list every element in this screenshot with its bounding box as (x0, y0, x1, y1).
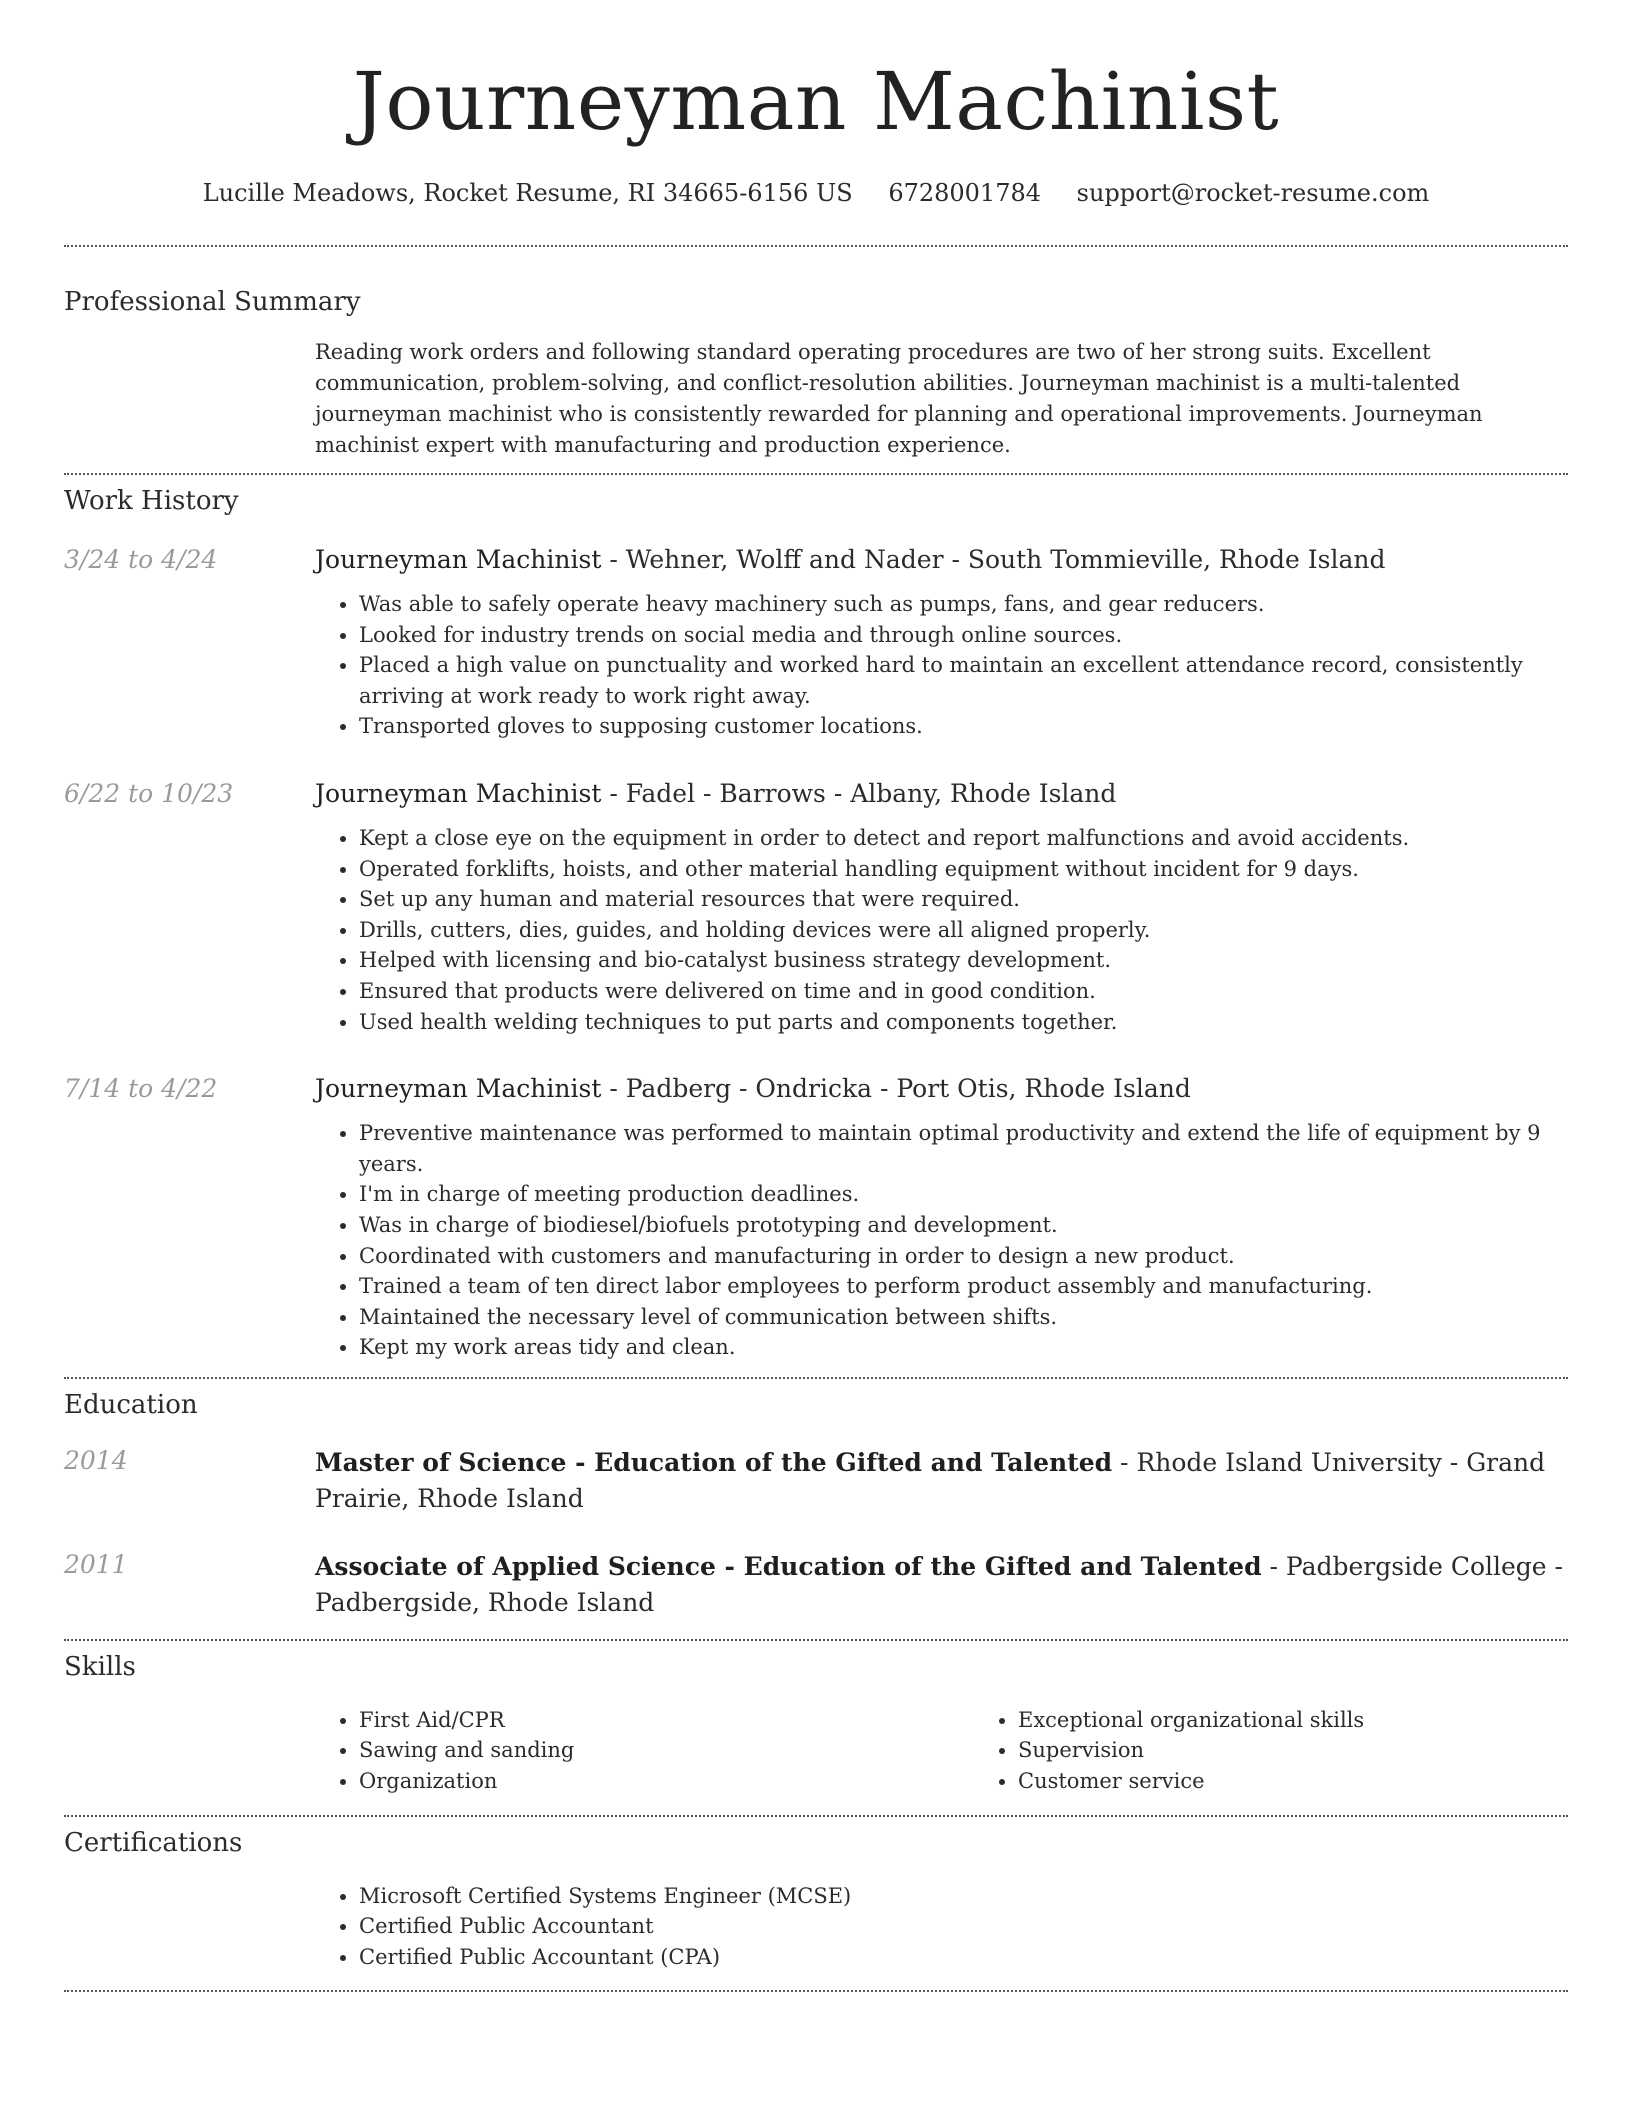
list-item: • Organization (359, 1766, 974, 1797)
job-dates: 6/22 to 10/23 (64, 778, 234, 808)
education-school: - Rhode Island University - Grand Prairie, Rhode Island (315, 1447, 1546, 1513)
list-item: • Exceptional organizational skills (1018, 1705, 1632, 1736)
job-title-line (315, 544, 1568, 576)
skills-heading: Skills (64, 1651, 136, 1682)
skills-list-left (315, 1705, 974, 1797)
work-history-section (64, 475, 1568, 1363)
page-title: Journeyman Machinist (352, 55, 1280, 148)
list-item: • Drills, cutters, dies, guides, and holding devices were all aligned properly. (359, 915, 1568, 946)
job-employer: - Fadel - Barrows - Albany, Rhode Island (601, 778, 1117, 808)
list-item: • Transported gloves to supposing customer locations. (359, 711, 1568, 742)
resume-page (64, 0, 1568, 1992)
education-title (315, 1445, 1568, 1517)
list-item: • Customer service (1018, 1766, 1632, 1797)
education-year: 2014 (64, 1445, 128, 1475)
skills-list-right (974, 1705, 1632, 1797)
list-item: • Placed a high value on punctuality and worked hard to maintain an excellent attendance record, consistently arriving at work ready to work right away. (359, 650, 1568, 711)
list-item: • Set up any human and material resources that were required. (359, 884, 1568, 915)
job-dates: 7/14 to 4/22 (64, 1074, 218, 1104)
list-item: • Looked for industry trends on social media and through online sources. (359, 620, 1568, 651)
list-item: • Sawing and sanding (359, 1735, 974, 1766)
list-item: • Preventive maintenance was performed to maintain optimal productivity and extend the life of equipment by 9 years. (359, 1118, 1568, 1179)
divider (64, 1990, 1568, 1992)
job-entry (64, 778, 1568, 1037)
job-employer: - Wehner, Wolff and Nader - South Tommieville, Rhode Island (601, 545, 1386, 574)
list-item: • Was in charge of biodiesel/biofuels prototyping and development. (359, 1210, 1568, 1241)
education-entry (64, 1549, 1568, 1621)
list-item: • Supervision (1018, 1735, 1632, 1766)
list-item: • Microsoft Certified Systems Engineer (MCSE) (359, 1881, 1568, 1912)
job-employer: - Padberg - Ondricka - Port Otis, Rhode Island (601, 1074, 1191, 1104)
summary-text: Reading work orders and following standard operating procedures are two of her strong suits. Excellent communication, problem-solving, and conflict-resolution abilities. Journeyman machinist is a multi-talented journeyman machinist who is consistently rewarded for planning and operational improvements. Journeyman machinist expert with manufacturing and production experience. (315, 340, 1483, 457)
education-year: 2011 (64, 1549, 128, 1579)
contact-email: support@rocket-resume.com (1076, 179, 1430, 207)
job-bullets (315, 823, 1568, 1037)
certifications-list (315, 1881, 1568, 1973)
list-item: • Coordinated with customers and manufacturing in order to design a new product. (359, 1241, 1568, 1272)
job-title-line (315, 778, 1568, 810)
contact-phone: 6728001784 (888, 179, 1042, 207)
job-title-line (315, 1073, 1568, 1105)
contact-address: Lucille Meadows, Rocket Resume, RI 34665-6156 US (202, 179, 853, 207)
summary-heading: Professional Summary (64, 287, 361, 317)
job-bullets (315, 589, 1568, 742)
job-dates: 3/24 to 4/24 (64, 545, 218, 574)
job-title: Journeyman Machinist (315, 778, 602, 808)
contact-line (64, 178, 1568, 208)
education-school: - Padbergside College - Padbergside, Rhode Island (315, 1551, 1563, 1617)
education-degree: Associate of Applied Science - Education of the Gifted and Talented (315, 1551, 1262, 1581)
list-item: • Kept my work areas tidy and clean. (359, 1332, 1568, 1363)
job-title: Journeyman Machinist (315, 545, 602, 574)
list-item: • Trained a team of ten direct labor employees to perform product assembly and manufacturing. (359, 1271, 1568, 1302)
list-item: • Certified Public Accountant (359, 1911, 1568, 1942)
skills-section (64, 1641, 1568, 1797)
list-item: • Helped with licensing and bio-catalyst business strategy development. (359, 945, 1568, 976)
list-item: • Used health welding techniques to put parts and components together. (359, 1007, 1568, 1038)
job-entry (64, 1073, 1568, 1363)
list-item: • Kept a close eye on the equipment in order to detect and report malfunctions and avoid accidents. (359, 823, 1568, 854)
education-entry (64, 1445, 1568, 1517)
job-entry (64, 544, 1568, 742)
summary-section (64, 247, 1568, 461)
education-heading: Education (64, 1389, 198, 1420)
job-title: Journeyman Machinist (315, 1074, 602, 1104)
list-item: • First Aid/CPR (359, 1705, 974, 1736)
list-item: • Operated forklifts, hoists, and other material handling equipment without incident for 9 days. (359, 854, 1568, 885)
list-item: • Ensured that products were delivered on time and in good condition. (359, 976, 1568, 1007)
job-bullets (315, 1118, 1568, 1363)
education-title (315, 1549, 1568, 1621)
list-item: • Was able to safely operate heavy machinery such as pumps, fans, and gear reducers. (359, 589, 1568, 620)
certifications-section (64, 1817, 1568, 1973)
list-item: • Certified Public Accountant (CPA) (359, 1942, 1568, 1973)
list-item: • I'm in charge of meeting production deadlines. (359, 1179, 1568, 1210)
education-degree: Master of Science - Education of the Gifted and Talented (315, 1447, 1113, 1477)
list-item: • Maintained the necessary level of communication between shifts. (359, 1302, 1568, 1333)
education-section (64, 1379, 1568, 1621)
certifications-heading: Certifications (64, 1827, 243, 1858)
work-history-heading: Work History (64, 486, 239, 516)
